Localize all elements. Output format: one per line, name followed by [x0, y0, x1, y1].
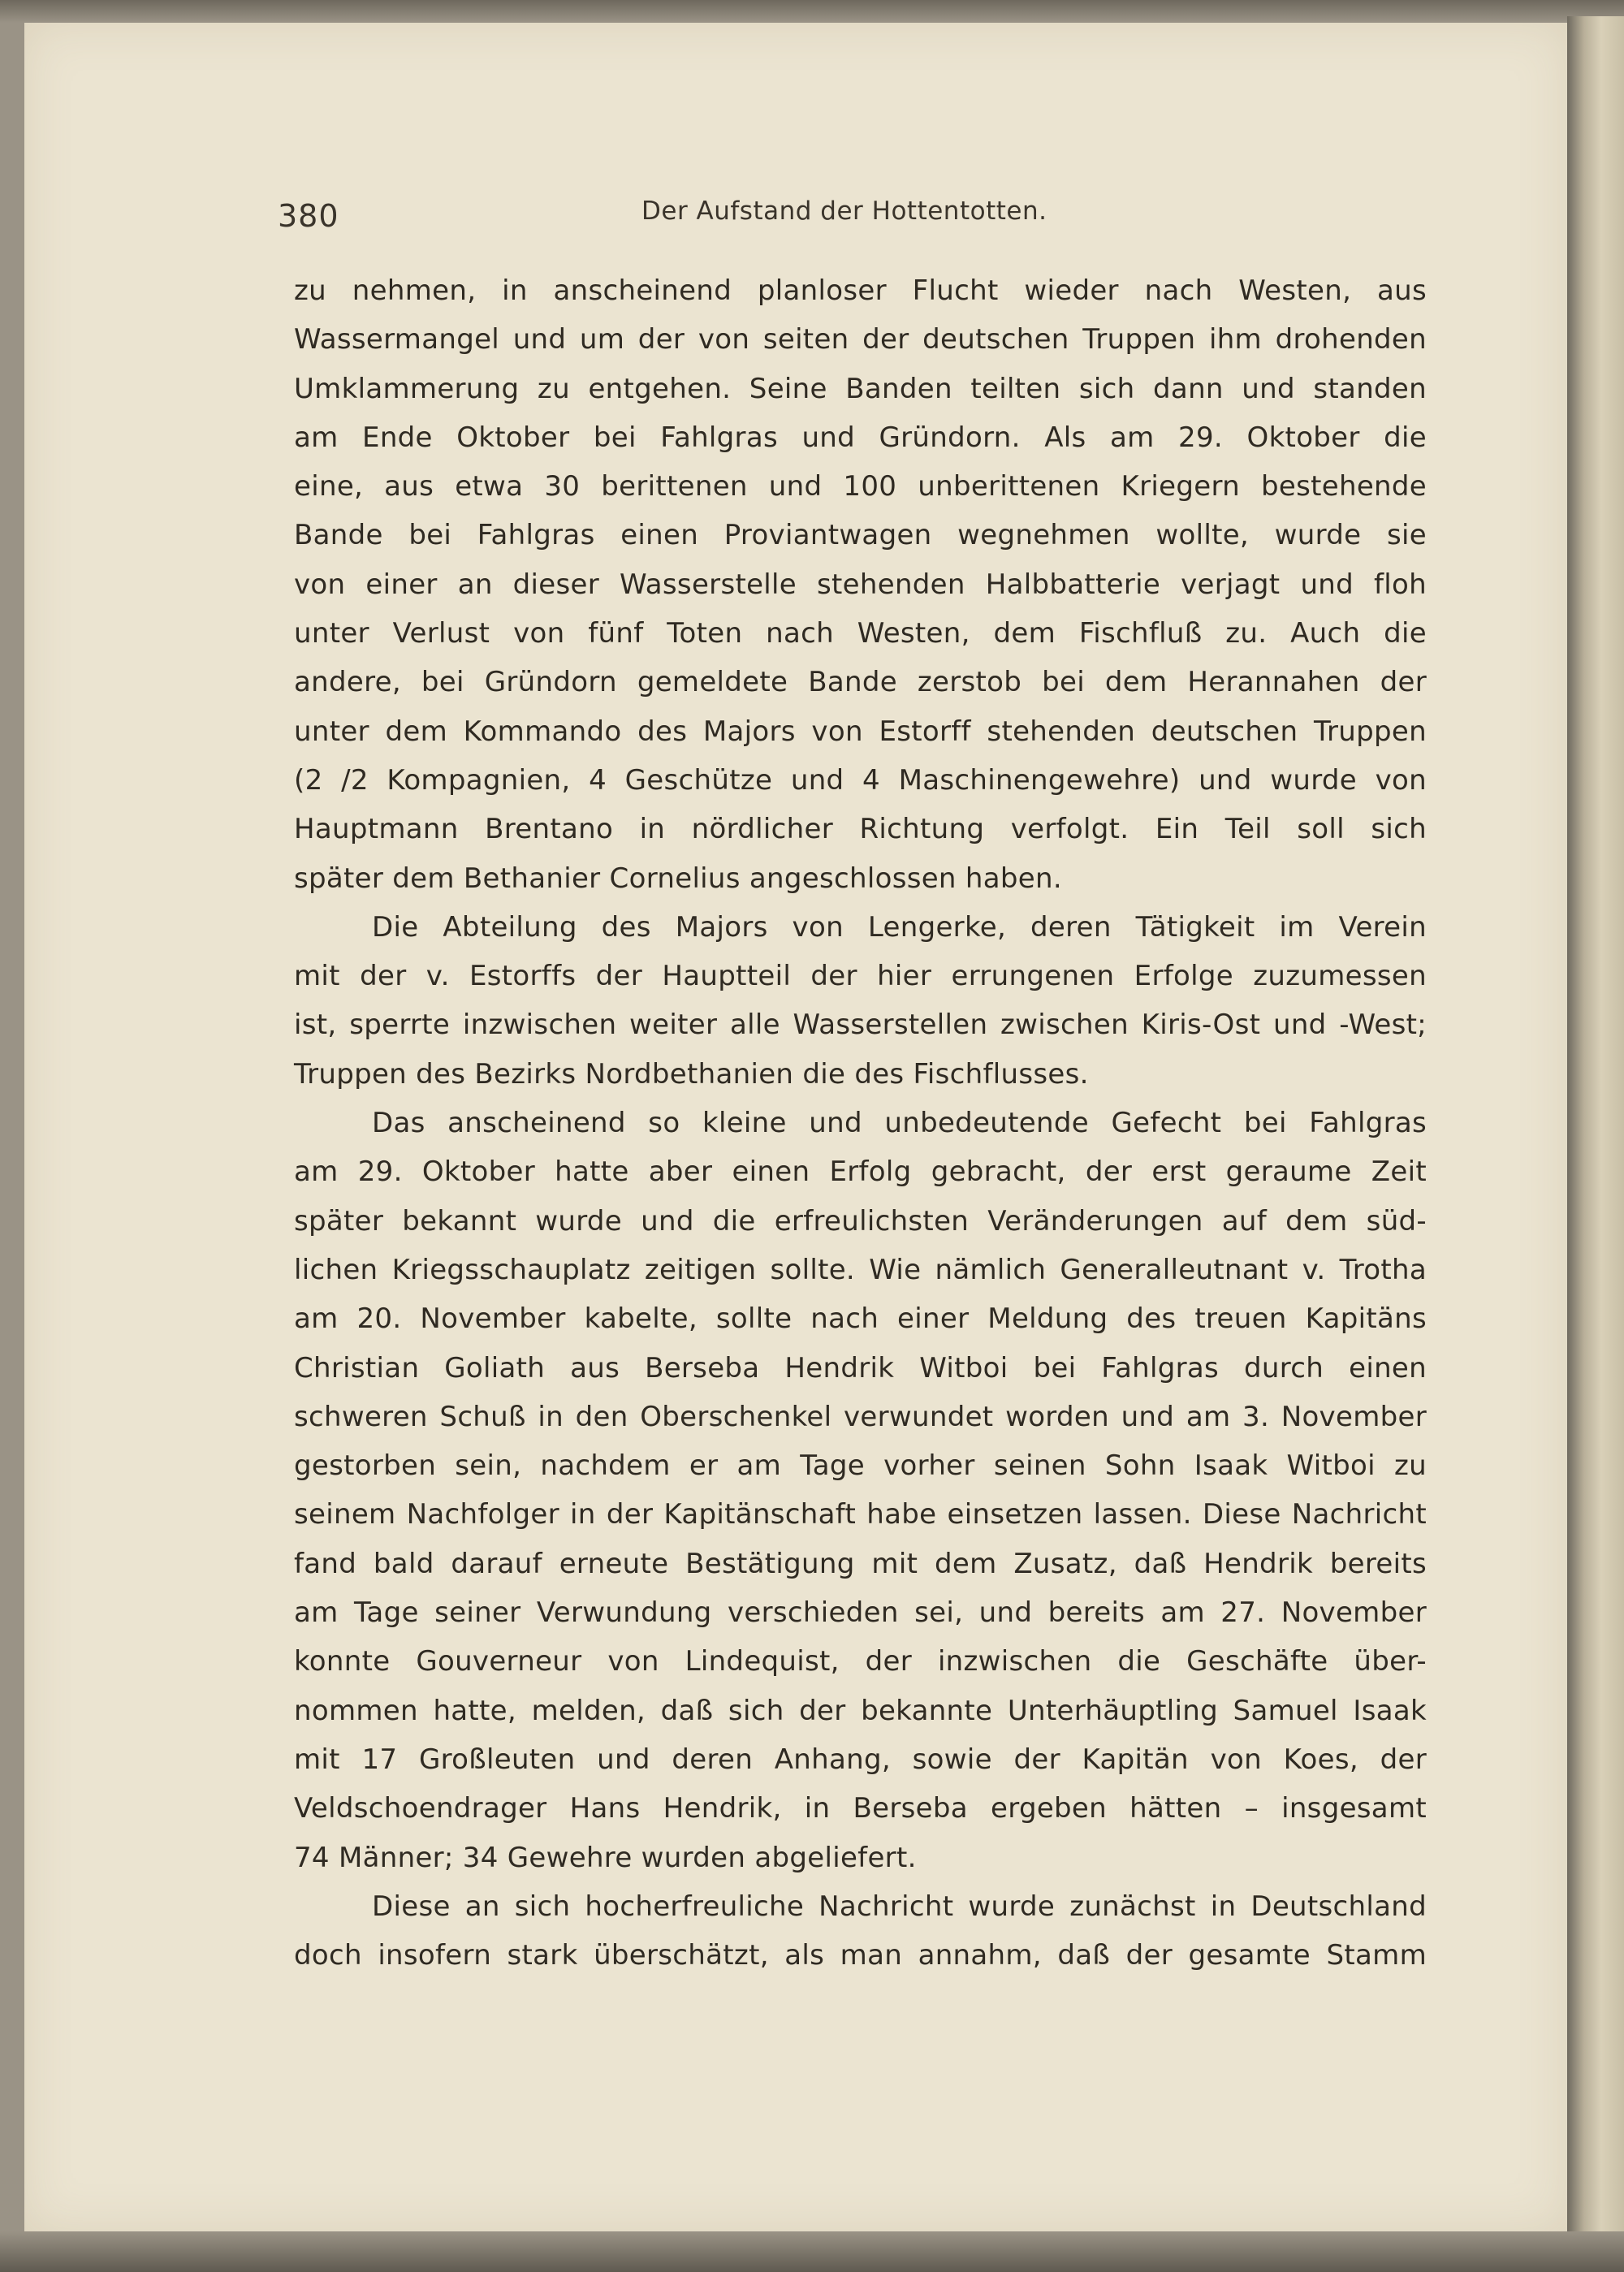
text-line: Diese an sich hocherfreuliche Nachricht wurde zunächst in Deutschland: [372, 1890, 1427, 1923]
paragraph: [294, 1099, 1427, 1882]
text-line: am Tage seiner Verwundung verschieden sei, und bereits am 27. November: [294, 1596, 1427, 1630]
text-line: (2 /2 Kompagnien, 4 Geschütze und 4 Maschinengewehre) und wurde von: [294, 763, 1427, 797]
paragraph: [294, 266, 1427, 903]
top-edge: [0, 0, 1624, 23]
text-line: gestorben sein, nachdem er am Tage vorher seinen Sohn Isaak Witboi zu: [294, 1449, 1427, 1483]
text-line: seinem Nachfolger in der Kapitänschaft habe einsetzen lassen. Diese Nachricht: [294, 1498, 1427, 1531]
text-line: mit 17 Großleuten und deren Anhang, sowie der Kapitän von Koes, der: [294, 1743, 1427, 1776]
text-line: Das anscheinend so kleine und unbedeutende Gefecht bei Fahlgras: [372, 1107, 1427, 1140]
text-line: konnte Gouverneur von Lindequist, der inzwischen die Geschäfte über-: [294, 1645, 1427, 1678]
paragraph: [294, 1882, 1427, 1980]
text-line: ist, sperrte inzwischen weiter alle Wasserstellen zwischen Kiris-Ost und -West;: [294, 1009, 1427, 1042]
text-line: Die Abteilung des Majors von Lengerke, deren Tätigkeit im Verein: [372, 910, 1427, 944]
text-line: fand bald darauf erneute Bestätigung mit dem Zusatz, daß Hendrik bereits: [294, 1547, 1427, 1580]
text-line: am 20. November kabelte, sollte nach einer Meldung des treuen Kapitäns: [294, 1302, 1427, 1336]
text-line: Hauptmann Brentano in nördlicher Richtung verfolgt. Ein Teil soll sich: [294, 813, 1427, 846]
text-line: schweren Schuß in den Oberschenkel verwundet worden und am 3. November: [294, 1400, 1427, 1433]
text-line: 74 Männer; 34 Gewehre wurden abgeliefert.: [294, 1841, 917, 1874]
text-line: Christian Goliath aus Berseba Hendrik Witboi bei Fahlgras durch einen: [294, 1351, 1427, 1384]
running-title: Der Aufstand der Hottentotten.: [641, 197, 1047, 226]
text-line: andere, bei Gründorn gemeldete Bande zerstob bei dem Herannahen der: [294, 666, 1427, 699]
text-line: Veldschoendrager Hans Hendrik, in Berseba ergeben hätten – insgesamt: [294, 1792, 1427, 1825]
text-line: eine, aus etwa 30 berittenen und 100 unberittenen Kriegern bestehende: [294, 470, 1427, 503]
page-header: [278, 193, 1431, 234]
text-line: am 29. Oktober hatte aber einen Erfolg gebracht, der erst geraume Zeit: [294, 1155, 1427, 1189]
text-line: Bande bei Fahlgras einen Proviantwagen wegnehmen wollte, wurde sie: [294, 519, 1427, 552]
text-line: nommen hatte, melden, daß sich der bekannte Unterhäuptling Samuel Isaak: [294, 1694, 1427, 1727]
text-line: am Ende Oktober bei Fahlgras und Gründorn. Als am 29. Oktober die: [294, 421, 1427, 454]
body-text: [294, 266, 1427, 1980]
text-line: unter Verlust von fünf Toten nach Westen, dem Fischfluß zu. Auch die: [294, 617, 1427, 650]
text-line: Umklammerung zu entgehen. Seine Banden teilten sich dann und standen: [294, 372, 1427, 405]
text-line: zu nehmen, in anscheinend planloser Flucht wieder nach Westen, aus: [294, 274, 1427, 307]
bottom-edge: [0, 2231, 1624, 2272]
text-line: unter dem Kommando des Majors von Estorff stehenden deutschen Truppen: [294, 715, 1427, 748]
text-line: später bekannt wurde und die erfreulichsten Veränderungen auf dem süd-: [294, 1204, 1427, 1238]
text-line: Truppen des Bezirks Nordbethanien die des Fischflusses.: [294, 1057, 1089, 1091]
text-line: lichen Kriegsschauplatz zeitigen sollte. Wie nämlich Generalleutnant v. Trotha: [294, 1253, 1427, 1286]
text-line: Wassermangel und um der von seiten der deutschen Truppen ihm drohenden: [294, 323, 1427, 356]
paragraph: [294, 903, 1427, 1099]
text-line: mit der v. Estorffs der Hauptteil der hier errungenen Erfolge zuzumessen: [294, 960, 1427, 993]
text-line: von einer an dieser Wasserstelle stehenden Halbbatterie verjagt und floh: [294, 568, 1427, 601]
page-number: 380: [278, 198, 339, 234]
text-line: doch insofern stark überschätzt, als man annahm, daß der gesamte Stamm: [294, 1939, 1427, 1972]
page-stack-edge: [1567, 16, 1624, 2257]
text-line: später dem Bethanier Cornelius angeschlossen haben.: [294, 862, 1062, 895]
